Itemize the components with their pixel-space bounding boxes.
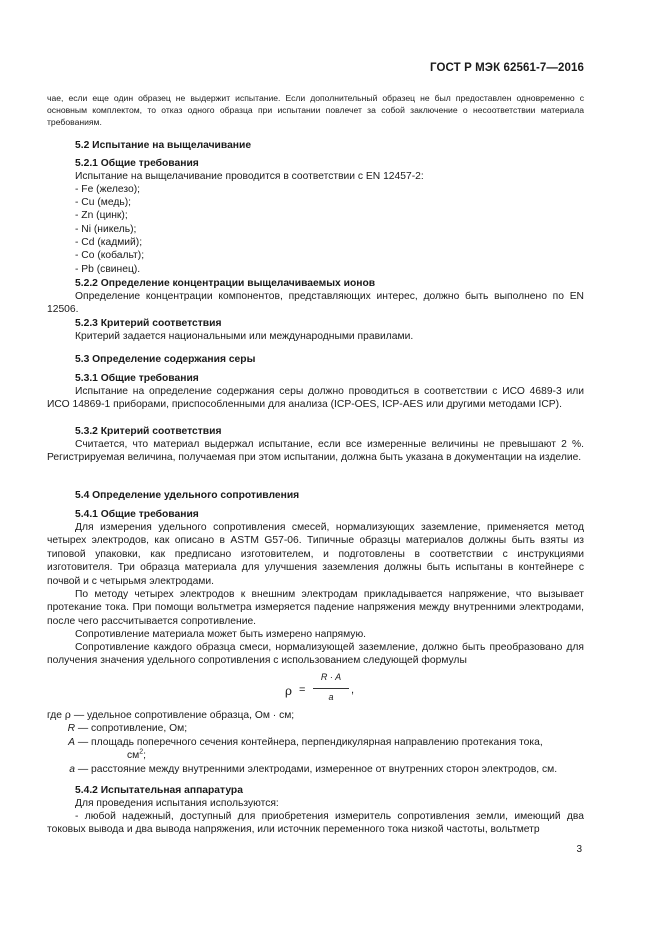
legend-symbol: R xyxy=(67,723,75,735)
section-5-4-1-paragraph-1: Для измерения удельного сопротивления смесей, нормализующих заземление, применяется метод четырех электродов, как описано в ASTM G57-06. Типичные образцы материалов должны быть взяты из типовой упаковки, как предписано изготовителем, и подготовлены в соответствии с инструкциями изготовителя. Три образца материала для улучшения заземления должны быть испытаны в контейнере с почвой и с четырьмя электродами. xyxy=(47,522,584,587)
section-5-4-1-title: 5.4.1 Общие требования xyxy=(75,509,199,520)
formula-numerator: R · A xyxy=(320,672,342,682)
legend-row-a-area xyxy=(47,736,584,749)
section-5-4-1-paragraph-4: Сопротивление каждого образца смеси, нормализующей заземление, должно быть преобразовано для получения значения удельного сопротивления с использованием следующей формулы xyxy=(47,642,584,667)
formula-denominator: a xyxy=(328,692,334,702)
formula-comma: , xyxy=(351,684,355,696)
legend-unit: см xyxy=(127,750,140,762)
legend-row-a-area-unit xyxy=(47,749,584,762)
section-5-3-1-title: 5.3.1 Общие требования xyxy=(75,373,199,384)
section-5-3-2-title: 5.3.2 Критерий соответствия xyxy=(75,426,222,437)
section-5-2-3-title: 5.2.3 Критерий соответствия xyxy=(75,318,222,329)
section-5-4-2-title: 5.4.2 Испытательная аппаратура xyxy=(75,785,243,796)
legend-text: — сопротивление, Ом; xyxy=(75,723,188,735)
section-5-4-2-item: - любой надежный, доступный для приобретения измеритель сопротивления земли, имеющий два токовых вывода и два вывода напряжения, или источник переменного тока низкой частоты, вольтметр xyxy=(47,811,584,836)
resistivity-formula xyxy=(47,672,584,712)
section-5-4-title: 5.4 Определение удельного сопротивления xyxy=(75,490,300,501)
section-5-4-2-text: Для проведения испытания используются: xyxy=(75,798,279,809)
intro-paragraph: чае, если еще один образец не выдержит испытание. Если дополнительный образец не был предоставлен одновременно с основным комплектом, то отказ одного образца при испытании повлечет за собой заключение о несоответствии материала требованиям. xyxy=(47,93,584,128)
list-item: - Pb (свинец). xyxy=(75,264,141,275)
section-5-2-2-text: Определение концентрации компонентов, представляющих интерес, должно быть выполнено по EN 12506. xyxy=(47,291,584,316)
legend-unit-exponent: 2 xyxy=(139,748,144,756)
legend-symbol: a xyxy=(69,763,75,775)
legend-text: — расстояние между внутренними электродами, измеренное от внутренних сторон электродов, см. xyxy=(75,763,558,775)
section-5-2-1-text: Испытание на выщелачивание проводится в соответствии с EN 12457-2: xyxy=(75,171,424,182)
formula-legend xyxy=(47,709,584,776)
section-5-2-title: 5.2 Испытание на выщелачивание xyxy=(75,140,252,151)
list-item: - Fe (железо); xyxy=(75,184,140,195)
section-5-3-title: 5.3 Определение содержания серы xyxy=(75,354,256,365)
page-number: 3 xyxy=(576,844,582,855)
section-5-2-3-text: Критерий задается национальными или международными правилами. xyxy=(75,331,414,342)
formula-equals: = xyxy=(299,684,306,696)
list-item: - Cd (кадмий); xyxy=(75,237,143,248)
list-item: - Co (кобальт); xyxy=(75,250,145,261)
legend-row-rho xyxy=(47,709,584,722)
formula-lhs: ρ xyxy=(285,684,293,698)
legend-symbol: A xyxy=(68,736,75,748)
legend-unit-tail: ; xyxy=(143,750,147,762)
list-item: - Ni (никель); xyxy=(75,224,137,235)
legend-row-a-distance xyxy=(47,763,584,776)
section-5-4-1-paragraph-3: Сопротивление материала может быть измерено напрямую. xyxy=(75,629,367,640)
list-item: - Zn (цинк); xyxy=(75,210,128,221)
list-item: - Cu (медь); xyxy=(75,197,131,208)
section-5-4-1-paragraph-2: По методу четырех электродов к внешним электродам прикладывается напряжение, что вызывает протекание тока. При помощи вольтметра измеряется падение напряжения между внутренними электродами, после чего рассчитывается сопротивление. xyxy=(47,589,584,627)
legend-prefix: где xyxy=(47,710,65,721)
legend-row-r xyxy=(47,722,584,735)
section-5-2-1-title: 5.2.1 Общие требования xyxy=(75,158,199,169)
section-5-3-2-text: Считается, что материал выдержал испытание, если все измеренные величины не превышают 2 %. Регистрируемая величина, получаемая при этом испытании, должна быть указана в документации на изделие. xyxy=(47,439,584,464)
legend-text: — удельное сопротивление образца, Ом · см; xyxy=(70,710,295,721)
legend-text: — площадь поперечного сечения контейнера, перпендикулярная направлению протекания тока, xyxy=(75,736,543,748)
section-5-3-1-text: Испытание на определение содержания серы должно проводиться в соответствии с ИСО 4689-3 или ИСО 14869-1 приборами, приспособленными для анализа (ICP-OES, ICP-AES или другими методами ICP). xyxy=(47,386,584,411)
fraction-bar xyxy=(313,688,349,689)
section-5-2-2-title: 5.2.2 Определение концентрации выщелачиваемых ионов xyxy=(75,278,376,289)
legend-symbol: ρ xyxy=(64,709,71,721)
document-id: ГОСТ Р МЭК 62561-7—2016 xyxy=(430,62,584,74)
